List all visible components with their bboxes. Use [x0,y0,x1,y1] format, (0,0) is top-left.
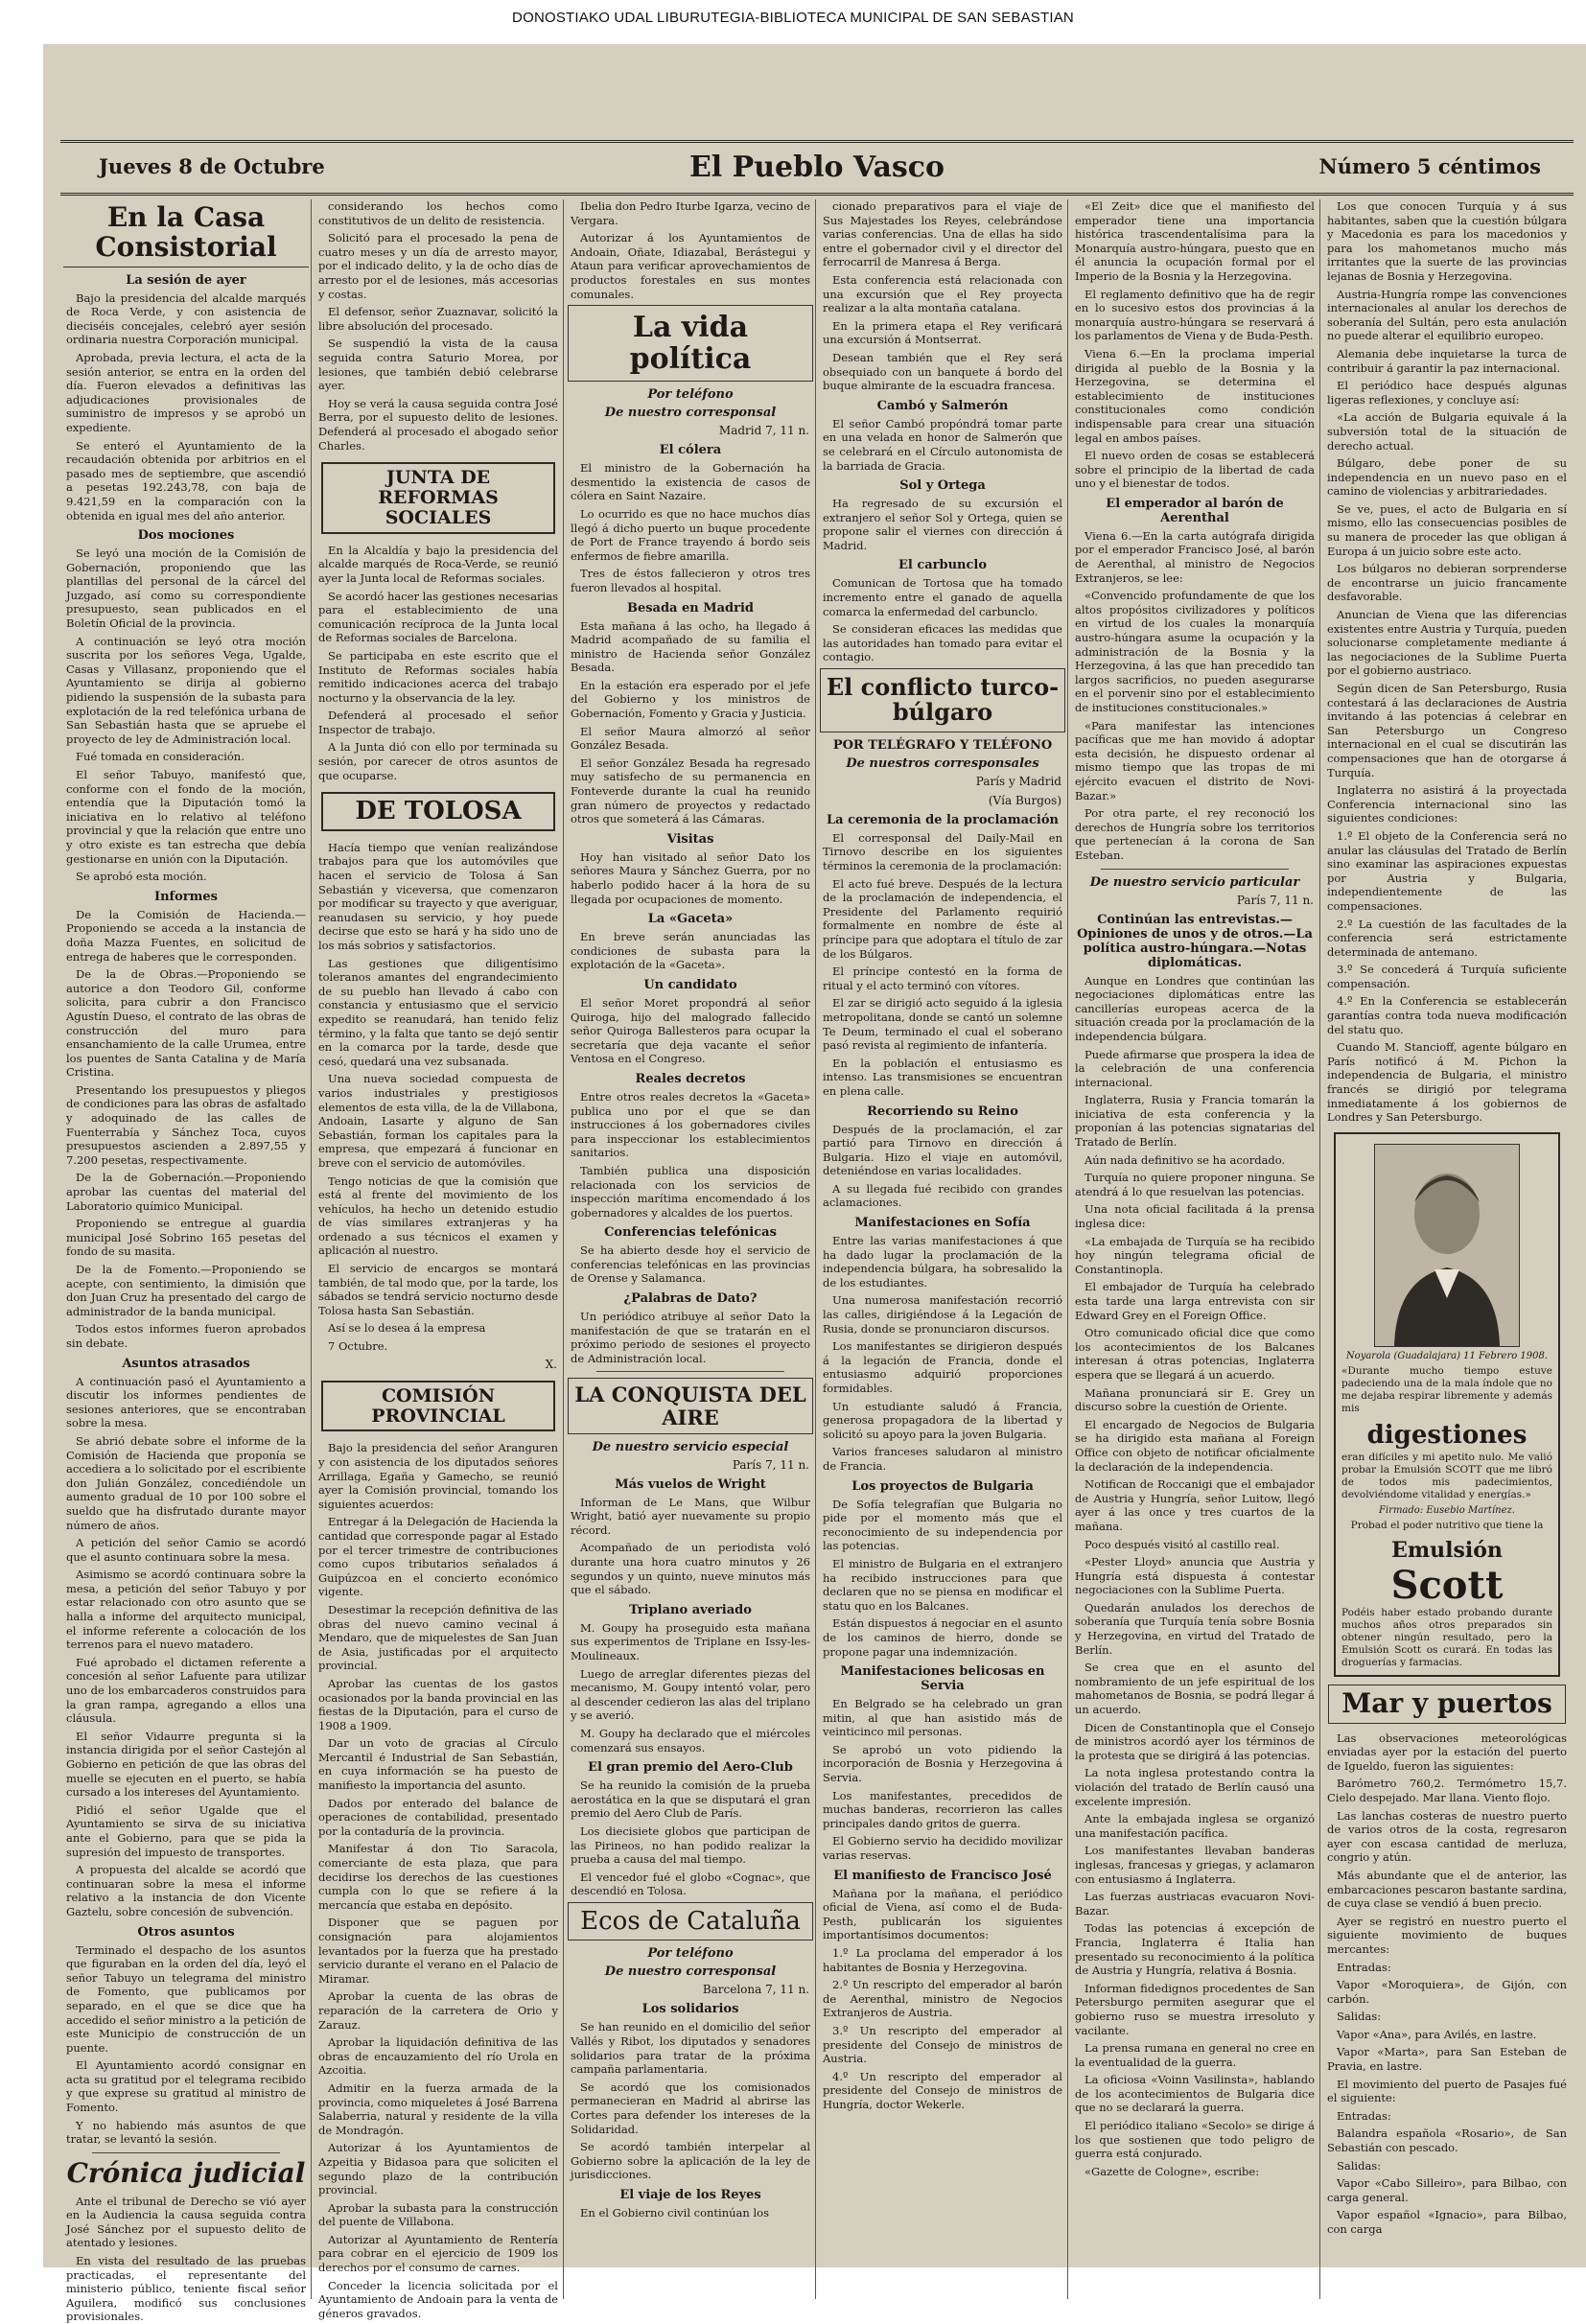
paragraph: Aún nada definitivo se ha acordado. [1085,1152,1286,1167]
paragraph: 3.º Un rescripto del emperador al presidente del Consejo de ministros de Austria. [823,2023,1062,2066]
scott-emulsion-advertisement [1334,1132,1560,1677]
subheading: El manifiesto de Francisco José [833,1868,1052,1883]
paragraph: Solicitó para el procesado la pena de cuatro meses y un día de arresto mayor, por el indicado delito, y la de ocho días de arresto por el de lesiones, más accesorias y costas. [318,231,558,301]
paragraph: En breve serán anunciadas las condiciones de subasta para la explotación de la «Gaceta». [571,930,810,972]
paragraph: Esta mañana á las ocho, ha llegado á Madrid acompañado de su familia el ministro de Hacienda señor González Besada. [571,618,810,675]
article-headline: En la Casa Consistorial [63,203,309,267]
paragraph: 2.º La cuestión de las facultades de la conferencia será estrictamente determinada de antemano. [1327,917,1567,959]
newspaper-title: El Pueblo Vasco [688,151,945,184]
column-rule [815,199,816,2299]
paragraph: Se suspendió la vista de la causa seguida contra Saturio Morea, por lesiones, que también debió celebrarse ayer. [318,337,558,393]
paragraph: Y no habiendo más asuntos de que tratar, se levantó la sesión. [66,2118,306,2147]
subheading: Cambó y Salmerón [876,398,1009,413]
paragraph: Un periódico atribuye al señor Dato la manifestación de que se tratarán en el próximo periodo de sesiones el proyecto de Administración local. [571,1310,810,1365]
paragraph: Hacía tiempo que venían realizándose trabajos para que los automóviles que hacen el servicio de Tolosa á San Sebastián y viceversa, que comenzaron por modificar su trayecto y que averiguar, reanudasen su servicio, y hoy puede decirse que esto se hará y ha sido uno de los más sobrios y satisfactorios. [318,840,558,953]
paragraph: Bajo la presidencia del señor Aranguren y con asistencia de los diputados señores Arrillaga, Egaña y Gamecho, se reunió ayer la Comisión provincial, tomando los siguientes acuerdos: [318,1441,558,1511]
paragraph: El Ayuntamiento acordó consignar en acta su gratitud por el telegrama recibido y que exprese su gratitud al ministro de Fomento. [66,2058,306,2115]
paragraph: El señor Tabuyo, manifestó que, conforme con el fondo de la moción, entendía que la Diputación tomó la iniciativa en lo relativo al teléfono provincial y que la relación que entre uno y otro existe es tan estrecha que debía gestionarse en unión con la Diputación. [66,768,306,866]
paragraph: Por otra parte, el rey reconoció los derechos de Hungría sobre los territorios que pertenecían á la corona de San Esteban. [1075,806,1315,862]
paragraph: Aunque en Londres que continúan las negociaciones diplomáticas entre las cancillerías europeas acerca de la situación creada por la proclamación de la independencia búlgara. [1075,973,1315,1043]
paragraph: En la población el entusiasmo es intenso. Las transmisiones se encuentran en plena calle. [823,1056,1062,1098]
paragraph: Turquía no quiere proponer ninguna. Se atendrá á lo que resuelvan las potencias. [1075,1171,1315,1198]
article-headline: Crónica judicial [66,2156,306,2189]
paragraph: Entradas: [1337,2108,1391,2123]
paragraph: Después de la proclamación, el zar partió para Tirnovo en dirección á Bulgaria. Hizo el viaje en automóvil, deteniéndose en varias localidades. [823,1122,1062,1178]
subheading: Asuntos atrasados [122,1356,250,1371]
subheading: Besada en Madrid [626,600,755,616]
byline: De nuestro servicio particular [1089,874,1300,890]
paragraph: El reglamento definitivo que ha de regir en lo sucesivo estos dos provincias á la monarquía austro-húngara se reservará á los parlamentos de Viena y de Buda-Pesth. [1075,287,1315,343]
paragraph: Entregar á la Delegación de Hacienda la cantidad que corresponde pagar al Estado por el tercer trimestre de contribuciones como cupos tributarios señalados á Guipúzcoa en el concierto económico vigente. [318,1515,558,1599]
subheading: El cólera [659,443,722,458]
paragraph: 1.º El objeto de la Conferencia será no anular las cláusulas del Tratado de Berlín sino examinar las aspiraciones expuestas por Austria y Bulgaria, independientemente de las compensaciones. [1327,828,1567,913]
paragraph: La oficiosa «Voinn Vasilinsta», hablando de los acontecimientos de Bulgaria dice que no se declarará la guerra. [1075,2073,1315,2115]
paragraph: A su llegada fué recibido con grandes aclamaciones. [823,1181,1062,1210]
paragraph: Entre las varias manifestaciones á que ha dado lugar la proclamación de la independencia búlgara, ha sobresalido la de los estudiantes. [823,1234,1062,1290]
paragraph: Una nota oficial facilitada á la prensa inglesa dice: [1075,1202,1315,1231]
article-headline: COMISIÓN PROVINCIAL [321,1381,555,1432]
paragraph: Se abrió debate sobre el informe de la Comisión de Hacienda que proponía se accediera a lo solicitado por el escribiente don Julián González, concediéndole un aumento gradual de 10 por 100 sobre el sueldo que ha disfrutado durante mayor número de años. [66,1433,306,1532]
paragraph: El encargado de Negocios de Bulgaria se ha dirigido esta mañana al Foreign Office con objeto de notificar oficialmente la declaración de la independencia. [1075,1417,1315,1474]
paragraph: Se consideran eficaces las medidas que las autoridades han tomado para evitar el contagio. [823,622,1062,664]
paragraph: Se leyó una moción de la Comisión de Gobernación, proponiendo que las plantillas del personal de la cárcel del Juzgado, así como su correspondiente presupuesto, sean publicados en el Boletín Oficial de la provincia. [66,546,306,631]
dateline: Madrid 7, 11 n. [718,424,809,438]
byline: POR TELÉGRAFO Y TELÉFONO [832,737,1053,753]
paragraph: El periódico italiano «Secolo» se dirige á los que sostienen que todo peligro de guerra está conjurado. [1075,2119,1315,2161]
subheading: Sol y Ortega [899,478,986,494]
subheading: ¿Palabras de Dato? [623,1291,758,1307]
subheading: El viaje de los Reyes [619,2188,761,2202]
subheading: Dos mociones [137,528,235,544]
paragraph: De la de Fomento.—Proponiendo se acepte, con sentimiento, la dimisión que don Juan Cruz ha presentado del cargo de administrador de la banda municipal. [66,1263,306,1318]
subheading: La «Gaceta» [647,912,734,927]
ad-keyword: digestiones [1366,1420,1528,1450]
divider [596,1371,784,1372]
subheading: Visitas [666,831,714,847]
paragraph: El señor Vidaurre pregunta si la instancia dirigida por el señor Castejón al Gobierno en petición de que las obras del muelle se ejecuten en el puerto, se había cursado a los intereses del Ayuntamiento. [66,1729,306,1800]
paragraph: En la Alcaldía y bajo la presidencia del alcalde marqués de Roca-Verde, se reunió ayer la Junta local de Reformas sociales. [318,543,558,585]
paragraph: Los manifestantes, precedidos de muchas banderas, recorrieron las calles principales dando gritos de guerra. [823,1788,1062,1830]
subheading: Informes [154,889,218,904]
dateline: Barcelona 7, 11 n. [702,1983,809,1997]
subheading: Recorriendo su Reino [867,1104,1018,1119]
subheading: Conferencias telefónicas [604,1225,777,1241]
paragraph: Vapor «Cabo Silleiro», para Bilbao, con carga general. [1327,2176,1567,2204]
paragraph: Balandra española «Rosario», de San Sebastián con pescado. [1327,2126,1567,2155]
paragraph: El señor Cambó propóndrá tomar parte en una velada en honor de Salmerón que se celebrará en el Círculo autonomista de la barriada de Gracia. [823,416,1062,473]
paragraph: Vapor español «Ignacio», para Bilbao, con carga [1327,2208,1567,2237]
paragraph: Las fuerzas austriacas evacuaron Novi-Bazar. [1075,1890,1315,1917]
column-rule [311,199,312,2299]
library-banner: DONOSTIAKO UDAL LIBURUTEGIA-BIBLIOTECA MUNICIPAL DE SAN SEBASTIAN [0,0,1586,36]
paragraph: «Gazette de Cologne», escribe: [1085,2164,1260,2178]
column-6 [1324,199,1570,2299]
subheading: Triplano averiado [629,1602,752,1617]
paragraph: Aprobar la subasta para la construcción del puente de Villabona. [318,2200,558,2229]
article-headline: El conflicto turco-búlgaro [820,668,1065,732]
masthead [60,140,1574,196]
paragraph: La nota inglesa protestando contra la violación del tratado de Berlín causó una excelente impresión. [1075,1766,1315,1808]
column-1 [63,199,309,2324]
byline: De nuestro servicio especial [592,1439,789,1454]
paragraph: El defensor, señor Zuaznavar, solicitó la libre absolución del procesado. [318,305,558,333]
subheading: Los proyectos de Bulgaria [851,1478,1034,1494]
paragraph: Viena 6.—En la proclama imperial dirigida al pueblo de la Bosnia y la Herzegovina, se determina el establecimiento de instituciones constitucionales como condición indispensable para crear una situación legal en ambos países. [1075,346,1315,445]
paragraph: A continuación se leyó otra moción suscrita por los señores Vega, Ugalde, Casas y Villasanz, proponiendo que el Ayuntamiento se dirija al gobierno pidiendo la suspensión de la subasta para explotación de la red telefónica urbana de San Sebastián hasta que se apruebe el proyecto de ley de Administración local. [66,634,306,746]
paragraph: Conceder la licencia solicitada por el Ayuntamiento de Andoain para la venta de géneros gravados. [318,2278,558,2320]
paragraph: Tengo noticias de que la comisión que está al frente del movimiento de los vehículos, ha hecho un detenido estudio de vías similares extranjeras y ha ordenado a sus técnicos el examen y aplicación al nuestro. [318,1174,558,1258]
byline: De nuestro corresponsal [604,1964,777,1980]
ad-testimonial: eran difíciles y mi apetito nulo. Me valió probar la Emulsión SCOTT que me libró de todos mis padecimientos, devolviéndome vitalidad y energías.» [1341,1451,1552,1500]
paragraph: Informan de Le Mans, que Wilbur Wright, batió ayer nuevamente su propio récord. [571,1495,810,1537]
paragraph: Comunican de Tortosa que ha tomado incremento entre el ganado de aquella comarca la enfermedad del carbunclo. [823,576,1062,618]
paragraph: Los manifestantes llevaban banderas inglesas, francesas y griegas, y aclamaron con entusiasmo á Inglaterra. [1075,1844,1315,1886]
paragraph: 4.º En la Conferencia se establecerán garantías contra toda nueva modificación del statu quo. [1327,994,1567,1036]
paragraph: Hoy se verá la causa seguida contra José Berra, por el supuesto delito de lesiones. Defenderá al procesado el abogado señor Charles. [318,396,558,453]
paragraph: Autorizar á los Ayuntamientos de Azpeitia y Bidasoa para que soliciten el segundo plazo de la contribución provincial. [318,2141,558,2197]
paragraph: Un estudiante saludó á Francia, generosa propagadora de la libertad y solicitó su apoyo para la joven Bulgaria. [823,1399,1062,1441]
paragraph: Aprobada, previa lectura, el acta de la sesión anterior, se entra en la orden del día. Fueron elevados a definitivas las adjudicaciones provisionales de suministro de impresos y se aprobó un expediente. [66,350,306,434]
paragraph: Barómetro 760,2. Termómetro 15,7. Cielo despejado. Mar llana. Viento flojo. [1327,1777,1567,1804]
byline: Por teléfono [647,387,734,403]
paragraph: Esta conferencia está relacionada con una excursión que el Rey proyecta realizar a la alta montaña catalana. [823,272,1062,315]
issue-price: Número 5 céntimos [1318,154,1541,178]
subheading: El gran premio del Aero-Club [588,1760,793,1776]
paragraph: Según dicen de San Petersburgo, Rusia contestará á las declaraciones de Austria invitando á las potencias á celebrar en San Petersburgo un Congreso internacional en el cual se discutirán las compensaciones que han de otorgarse á Turquía. [1327,682,1567,779]
paragraph: Los manifestantes se dirigieron después á la legación de Francia, donde el entusiasmo adquirió proporciones formidables. [823,1339,1062,1395]
paragraph: Desean también que el Rey será obsequiado con un banquete á bordo del buque almirante de la escuadra francesa. [823,350,1062,393]
ad-signature: Firmado: Eusebio Martínez. [1379,1504,1515,1516]
paragraph: Los que conocen Turquía y á sus habitantes, saben que la cuestión búlgara y Macedonia es para los macedonios y para los mahometanos mucho más irritantes que la suerte de las provincias lejanas de Bosnia y Herzegovina. [1327,199,1567,283]
subheading: Un candidato [643,977,737,992]
paragraph: Vapor «Moroquiera», de Gijón, con carbón. [1327,1978,1567,2006]
byline: Por teléfono [647,1946,734,1962]
subheading: Continúan las entrevistas.—Opiniones de unos y de otros.—La política austro-húngara.—Notas diplomáticas. [1077,912,1313,970]
paragraph: Admitir en la fuerza armada de la provincia, como miqueletes á José Barrena Salaberria, natural y residente de la villa de Mondragón. [318,2080,558,2137]
paragraph: El príncipe contestó en la forma de ritual y el acto terminó con vítores. [823,964,1062,992]
paragraph: De Sofía telegrafían que Bulgaria no pide por el momento más que el reconocimiento de su independencia por las potencias. [823,1497,1062,1553]
byline: De nuestro corresponsal [604,406,777,421]
article-headline: Ecos de Cataluña [568,1902,813,1941]
testimonial-portrait [1374,1144,1520,1347]
byline: De nuestros corresponsales [846,755,1039,771]
subheading: Manifestaciones belicosas en Servia [840,1664,1045,1694]
paragraph: El señor Maura almorzó al señor González Besada. [571,724,810,753]
paragraph: Asimismo se acordó continuara sobre la mesa, a petición del señor Tabuyo y por estar relacionado con otro asunto que se halla a informe del arquitecto municipal, el informe referente a colocación de los terrenos para el nuevo matadero. [66,1568,306,1652]
paragraph: Entradas: [1337,1960,1391,1974]
paragraph: El periódico hace después algunas ligeras reflexiones, y concluye así: [1327,379,1567,407]
paragraph: A continuación pasó el Ayuntamiento a discutir los informes pendientes de sesiones anteriores, que se encontraban sobre la mesa. [66,1374,306,1430]
paragraph: Están dispuestos á negociar en el asunto de los caminos de hierro, donde se propone pagar una indemnización. [823,1616,1062,1659]
paragraph: Una nueva sociedad compuesta de varios industriales y prestigiosos elementos de esta villa, de la de Villabona, Andoain, Lasarte y alguno de San Sebastián, forman los capitales para la empresa, que empezará á funcionar en breve con el servicio de automóviles. [318,1072,558,1170]
paragraph: Autorizar al Ayuntamiento de Rentería para cobrar en el ejercicio de 1909 los derechos por el consumo de carnes. [318,2232,558,2275]
paragraph: Poco después visitó al castillo real. [1085,1537,1280,1551]
paragraph: Entre otros reales decretos la «Gaceta» publica uno por el que se dan instrucciones á los gobernadores civiles para inspeccionar los establecimientos sanitarios. [571,1089,810,1160]
paragraph: Aprobar la liquidación definitiva de las obras de encauzamiento del río Urola en Azcoitia. [318,2035,558,2078]
divider [1101,869,1289,870]
paragraph: Se enteró el Ayuntamiento de la recaudación obtenida por arbitrios en el pasado mes de septiembre, que ascendió a pesetas 192.243,78, con baja de 9.421,59 en la comparación con la obtenida en igual mes del año anterior. [66,438,306,523]
paragraph: El ministro de la Gobernación ha desmentido la existencia de casos de cólera en Saint Nazaire. [571,461,810,503]
paragraph: Lo ocurrido es que no hace muchos días llegó á dicho puerto un buque procedente de Port de France trayendo á bordo seis enfermos de fiebre amarilla. [571,506,810,563]
column-rule [563,199,564,2299]
paragraph: Defenderá al procesado el señor Inspector de trabajo. [318,709,558,736]
paragraph: M. Goupy ha declarado que el miércoles comenzará sus ensayos. [571,1726,810,1755]
paragraph: 3.º Se concederá á Turquía suficiente compensación. [1327,963,1567,990]
dateline: París 7, 11 n. [1236,893,1314,907]
paragraph: Otro comunicado oficial dice que como los acontecimientos de los Balcanes interesan á otras potencias, Inglaterra espera que se llegará á un acuerdo. [1075,1326,1315,1382]
paragraph: 2.º Un rescripto del emperador al barón de Aerenthal, ministro de Negocios Extranjeros de Austria. [823,1978,1062,2020]
paragraph: «Pester Lloyd» anuncia que Austria y Hungría está dispuesta á contestar negociaciones con la Sublime Puerta. [1075,1555,1315,1597]
subheading: La ceremonia de la proclamación [827,812,1059,827]
paragraph: Ayer se registró en nuestro puerto el siguiente movimiento de buques mercantes: [1327,1914,1567,1956]
portrait-illustration [1375,1145,1519,1346]
ad-product-name: Emulsión [1391,1537,1503,1563]
paragraph: Los diecisiete globos que participan de las Pirineos, no han podido realizar la prueba a causa del mal tiempo. [571,1824,810,1867]
dateline: París 7, 11 n. [732,1457,809,1472]
paragraph: De la Comisión de Hacienda.—Proponiendo se acceda a la instancia de doña Mazza Fuentes, en solicitud de entrega de haberes que le corresponden. [66,907,306,964]
column-4 [820,199,1065,2299]
paragraph: Puede afirmarse que prospera la idea de la celebración de una conferencia internacional. [1075,1047,1315,1089]
signature: X. [545,1357,557,1371]
paragraph: Notifican de Roccanigi que el embajador de Austria y Hungría, señor Luitow, llegó ayer á las once y tres cuartos de la mañana. [1075,1477,1315,1533]
column-2 [315,199,561,2320]
paragraph: El vencedor fué el globo «Cognac», que descendió en Tolosa. [571,1870,810,1898]
paragraph: Se ha abierto desde hoy el servicio de conferencias telefónicas en las provincias de Orense y Salamanca. [571,1243,810,1286]
paragraph: Fué tomada en consideración. [76,750,245,764]
paragraph: Así se lo desea á la empresa [328,1321,486,1336]
paragraph: El nuevo orden de cosas se establecerá sobre el principio de la libertad de cada uno y el bienestar de todos. [1075,449,1315,491]
paragraph: El acto fué breve. Después de la lectura de la proclamación de independencia, el Presidente del Parlamento requirió formalmente en nombre de éste al príncipe para que adoptara el título de zar de los Búlgaros. [823,876,1062,961]
paragraph: Salidas: [1337,2158,1382,2173]
article-headline: Mar y puertos [1328,1685,1566,1724]
paragraph: El servicio de encargos se montará también, de tal modo que, por la tarde, los sábados se tendrá servicio nocturno desde Tolosa hasta San Sebastián. [318,1262,558,1317]
paragraph: M. Goupy ha proseguido esta mañana sus experimentos de Triplane en Issy-les-Moulineaux. [571,1620,810,1662]
paragraph: Búlgaro, debe poner de su independencia en un nuevo paso en el camino de violencias y arbitrariedades. [1327,456,1567,499]
column-rule [1319,199,1320,2299]
paragraph: El señor González Besada ha regresado muy satisfecho de su permanencia en Fonteverde durante la cual ha reunido gran número de proyectos y redactado otros que someterá á las Cámaras. [571,755,810,826]
paragraph: Luego de arreglar diferentes piezas del mecanismo, M. Goupy intentó volar, pero al descender cedieron las alas del triplano y se averió. [571,1666,810,1723]
paragraph: Ibelia don Pedro Iturbe Igarza, vecino de Vergara. [571,199,810,227]
paragraph: Inglaterra no asistirá á la proyectada Conferencia internacional sino las siguientes condiciones: [1327,783,1567,825]
paragraph: Se aprobó esta moción. [76,870,207,884]
paragraph: El señor Moret propondrá al señor Quiroga, hijo del malogrado fallecido señor Quiroga Ballesteros para ocupar la secretaría que deja vacante el señor Ventosa en el Congreso. [571,995,810,1066]
ad-caption: Noyarola (Guadalajara) 11 Febrero 1908. [1345,1350,1549,1361]
paragraph: El Gobierno servio ha decidido movilizar varias reservas. [823,1834,1062,1863]
paragraph: Hoy han visitado al señor Dato los señores Maura y Sánchez Guerra, por no haberlo podido hacer á la hora de su llegada por ocupaciones de momento. [571,849,810,906]
paragraph: «Para manifestar las intenciones pacíficas que me han movido á adoptar esta decisión, he dispuesto ordenar al mismo tiempo que las tropas de mi ejército evacuen el distrito de Novi-Bazar.» [1075,718,1315,802]
subheading: Más vuelos de Wright [615,1476,766,1492]
article-headline: DE TOLOSA [321,792,555,831]
subheading: Los solidarios [641,2002,739,2017]
paragraph: «Convencido profundamente de que los altos propósitos civilizadores y políticos en virtud de los cuales la monarquía austro-húngara asume la ocupación y la administración de la Bosnia y la Herzegovina, á las que han precedido tan largos sacrificios, no pueden asegurarse en el porvenir sino por el establecimiento de instituciones constitucionales.» [1075,589,1315,714]
paragraph: El embajador de Turquía ha celebrado esta tarde una larga entrevista con sir Edward Grey en el Foreign Office. [1075,1280,1315,1322]
paragraph: Se acordó también interpelar al Gobierno sobre la aplicación de la ley de jurisdicciones. [571,2140,810,2182]
column-5 [1072,199,1318,2299]
subheading: Reales decretos [635,1071,746,1086]
paragraph: Dicen de Constantinopla que el Consejo de ministros acordó ayer los términos de la protesta que se dirigirá á las potencias. [1075,1720,1315,1762]
paragraph: Quedarán anulados los derechos de soberanía que Turquía tenía sobre Bosnia y Herzegovina, en virtud del Tratado de Berlín. [1075,1600,1315,1657]
paragraph: Se ha reunido la comisión de la prueba aerostática en la que se disputará el gran premio del Aero Club de París. [571,1778,810,1821]
dateline: París y Madrid [975,774,1061,788]
paragraph: Acompañado de un periodista voló durante una hora cuatro minutos y 26 segundos y un quinto, nueve minutos más que el sábado. [571,1541,810,1597]
paragraph: Las observaciones meteorológicas enviadas ayer por la estación del puerto de Igueldo, fueron las siguientes: [1327,1731,1567,1773]
paragraph: Terminado el despacho de los asuntos que figuraban en la orden del día, leyó el señor Tabuyo un telegrama del ministro de Fomento, que publicamos por separado, en el que se dice que ha accedido el señor ministro a la petición de este Municipio de construcción de un puente. [66,1942,306,2055]
ad-product-brand: Scott [1390,1562,1504,1608]
paragraph: «La acción de Bulgaria equivale á la subversión total de la situación de derecho actual. [1327,410,1567,453]
column-rule [1067,199,1068,2299]
paragraph: Se aprobó un voto pidiendo la incorporación de Bosnia y Herzegovina á Servia. [823,1742,1062,1785]
paragraph: En Belgrado se ha celebrado un gran mitin, al que han asistido más de veinticinco mil personas. [823,1697,1062,1739]
paragraph: Bajo la presidencia del alcalde marqués de Roca Verde, y con asistencia de dieciséis concejales, celebró ayer sesión ordinaria nuestra Corporación municipal. [66,290,306,347]
ad-testimonial: «Durante mucho tiempo estuve padeciendo una de la mala índole que no me dejaba respirar libremente y además mis [1341,1364,1552,1414]
subheading: La sesión de ayer [126,272,246,288]
paragraph: Se acordó que los comisionados permanecieran en Madrid al abrirse las Cortes para defender los intereses de la Solidaridad. [571,2080,810,2136]
paragraph: Anuncian de Viena que las diferencias existentes entre Austria y Turquía, pueden solucionarse completamente mediante á las negociaciones de la Sublime Puerta por el gobierno austriaco. [1327,608,1567,678]
article-headline: JUNTA DE REFORMAS SOCIALES [321,462,555,534]
subheading: El carbunclo [898,558,988,573]
paragraph: Fué aprobado el dictamen referente a concesión al señor Lafuente para utilizar uno de los embarcaderos construidos para la gran rampa, agregando a ellos una cláusula. [66,1655,306,1726]
subheading: El emperador al barón de Aerenthal [1106,496,1284,525]
paragraph: Las lanchas costeras de nuestro puerto de varios otros de la costa, regresaron ayer con escasa cantidad de merluza, congrio y atún. [1327,1808,1567,1865]
paragraph: Autorizar á los Ayuntamientos de Andoain, Oñate, Idiazabal, Berástegui y Ataun para verificar aprovechamientos de productos forestales en sus montes comunales. [571,231,810,301]
paragraph: Todas las potencias á excepción de Francia, Inglaterra é Italia han presentado su reconocimiento á la política de Austria y Hungría, relativa á Bosnia. [1075,1921,1315,1978]
paragraph: «El Zeit» dice que el manifiesto del emperador tiene una importancia histórica trascendentalísima para la Monarquía austro-húngara, puesto que en él anuncia la ocupación formal por el Imperio de la Bosnia y la Herzegovina. [1075,199,1315,283]
paragraph: En la primera etapa el Rey verificará una excursión á Montserrat. [823,318,1062,347]
paragraph: La prensa rumana en general no cree en la eventualidad de la guerra. [1075,2041,1315,2069]
paragraph: Disponer que se paguen por consignación para alojamientos levantados por la fuerza que ha prestado servicio durante el verano en el Palacio de Miramar. [318,1916,558,1986]
paragraph: Vapor «Marta», para San Esteban de Pravia, en lastre. [1327,2045,1567,2074]
paragraph: Dados por enterado del balance de operaciones de contabilidad, presentado por la contaduría de la provincia. [318,1796,558,1838]
paragraph: También publica una disposición relacionada con los servicios de inspección marítima encomendado á los gobernadores y alcaldes de los puertos. [571,1163,810,1220]
paragraph: Tres de éstos fallecieron y otros tres fueron llevados al hospital. [571,567,810,594]
paragraph: Se ve, pues, el acto de Bulgaria en sí mismo, ello las consecuencias posibles de su manera de proceder las que obligan á Europa á un juicio sobre este acto. [1327,501,1567,558]
paragraph: Mañana pronunciará sir E. Grey un discurso sobre la cuestión de Oriente. [1075,1385,1315,1414]
paragraph: El movimiento del puerto de Pasajes fué el siguiente: [1327,2077,1567,2105]
paragraph: Ha regresado de su excursión el extranjero el señor Sol y Ortega, quien se propone salir el viernes con dirección á Madrid. [823,497,1062,552]
paragraph: A la Junta dió con ello por terminada su sesión, por carecer de otros asuntos de que ocuparse. [318,740,558,782]
article-headline: LA CONQUISTA DEL AIRE [568,1378,813,1433]
paragraph: Manifestar á don Tio Saracola, comerciante de esta plaza, que para decidirse los derechos de las cuestiones cumpla con lo que se refiere á la mercancía que estaba en depósito. [318,1842,558,1912]
paragraph: Cuando M. Stancioff, agente búlgaro en París notificó á M. Pichon la independencia de Bulgaria, el ministro francés se dirigió por telegrama inmediatamente á los gobiernos de Londres y San Petersburgo. [1327,1040,1567,1125]
paragraph: Salidas: [1337,2010,1382,2024]
paragraph: El zar se dirigió acto seguido á la iglesia metropolitana, donde se cantó un solemne Te Deum, terminado el cual el soberano pasó revista al regimiento de infantería. [823,996,1062,1053]
paragraph: El corresponsal del Daily-Mail en Tirnovo describe en los siguientes términos la ceremonia de la proclamación: [823,830,1062,872]
paragraph: Los búlgaros no debieran sorprenderse de encontrarse un juicio francamente desfavorable. [1327,562,1567,604]
paragraph: 1.º La proclama del emperador á los habitantes de Bosnia y Herzegovina. [823,1946,1062,1974]
paragraph: Inglaterra, Rusia y Francia tomarán la iniciativa de esta conferencia y la proponían á las potencias signatarias del Tratado de Berlín. [1075,1093,1315,1150]
paragraph: Viena 6.—En la carta autógrafa dirigida por el emperador Francisco José, al barón de Aerenthal, al ministro de Negocios Extranjeros, se lee: [1075,528,1315,585]
paragraph: En la estación era esperado por el jefe del Gobierno y los ministros de Gobernación, Fomento y Gracia y Justicia. [571,678,810,721]
article-headline: La vida política [568,305,813,382]
paragraph: «La embajada de Turquía se ha recibido hoy ningún telegrama oficial de Constantinopla. [1075,1234,1315,1276]
paragraph: Se crea que en el asunto del nombramiento de un jefe espiritual de los mahometanos de Bosnia, se podrá llegar á un acuerdo. [1075,1661,1315,1717]
issue-date: Jueves 8 de Octubre [99,154,325,178]
paragraph: A propuesta del alcalde se acordó que continuaran sobre la mesa el informe relativo a la instancia de don Vicente Gaztelu, sobre concesión de subvención. [66,1863,306,1918]
paragraph: Se acordó hacer las gestiones necesarias para el establecimiento de una comunicación recíproca de la Junta local de Reformas sociales de Barcelona. [318,589,558,645]
paragraph: Presentando los presupuestos y pliegos de condiciones para las obras de asfaltado y adoquinado de las calles de Fuenterrabía y Sánchez Toca, cuyos presupuestos ascienden a 2.897,55 y 7.200 pesetas, respectivamente. [66,1082,306,1167]
divider [92,2152,280,2153]
paragraph: Dar un voto de gracias al Círculo Mercantil é Industrial de San Sebastián, en cuya información se ha puesto de manifiesto la importancia del asunto. [318,1736,558,1793]
paragraph: Alemania debe inquietarse la turca de contribuir á garantir la paz internacional. [1327,346,1567,375]
paragraph: Austria-Hungría rompe las convenciones internacionales al anular los derechos de soberanía del Sultán, pero esta anulación no puede alterar el equilibrio europeo. [1327,287,1567,343]
paragraph: Varios franceses saludaron al ministro de Francia. [823,1445,1062,1473]
ad-tagline: Probad el poder nutritivo que tiene la [1350,1519,1544,1531]
paragraph: A petición del señor Camio se acordó que el asunto continuara sobre la mesa. [66,1536,306,1564]
paragraph: Todos estos informes fueron aprobados sin debate. [66,1322,306,1350]
column-3 [568,199,813,2299]
paragraph: Una numerosa manifestación recorrió las calles, dirigiéndose á la Legación de Rusia, donde se pronunciaron discursos. [823,1293,1062,1336]
subheading: Otros asuntos [137,1924,235,1940]
paragraph: considerando los hechos como constitutivos de un delito de resistencia. [318,199,558,227]
paragraph: Aprobar las cuentas de los gastos ocasionados por la banda provincial en las fiestas de la Diputación, para el curso de 1908 a 1909. [318,1676,558,1732]
paragraph: De la de Gobernación.—Proponiendo aprobar las cuentas del material del Laboratorio químico Municipal. [66,1171,306,1213]
dateline: 7 Octubre. [328,1339,388,1354]
paragraph: En vista del resultado de las pruebas practicadas, el representante del ministerio público, teniente fiscal señor Aguilera, modificó sus conclusiones provisionales. [66,2254,306,2324]
paragraph: Vapor «Ana», para Avilés, en lastre. [1337,2027,1537,2041]
paragraph: cionado preparativos para el viaje de Sus Majestades los Reyes, celebrándose varias conferencias. Una de ellas ha sido entre el gobernador civil y el director del ferrocarril de Manresa á Berga. [823,199,1062,269]
paragraph: Mañana por la mañana, el periódico oficial de Viena, así como el de Buda-Pesth, publicarán los siguientes importantísimos documentos: [823,1886,1062,1942]
paragraph: Más abundante que el de anterior, las embarcaciones pescaron bastante sardina, de cuya clase se vendió á buen precio. [1327,1868,1567,1911]
paragraph: El ministro de Bulgaria en el extranjero ha recibido instrucciones para que declaren que no se piensa en modificar el statu quo en los Balcanes. [823,1556,1062,1613]
paragraph: Informan fidedignos procedentes de San Petersburgo permiten asegurar que el gobierno ruso se muestra irresoluto y vacilante. [1075,1981,1315,2037]
paragraph: 4.º Un rescripto del emperador al presidente del Consejo de ministros de Hungría, doctor Wekerle. [823,2069,1062,2111]
dateline: (Vía Burgos) [988,793,1061,807]
paragraph: De la de Obras.—Proponiendo se autorice a don Teodoro Gil, conforme solicita, para cubrir a don Francisco Agustín Dueso, el contrato de las obras de construcción del muro para ensanchamiento de la calle Urumea, entre los puentes de Santa Catalina y de María Cristina. [66,967,306,1080]
paragraph: Se participaba en este escrito que el Instituto de Reformas sociales había remitido indicaciones acerca del trabajo nocturno y la observancia de la ley. [318,648,558,705]
paragraph: En el Gobierno civil continúan los [580,2206,769,2219]
paragraph: Se han reunido en el domicilio del señor Vallés y Ribot, los diputados y senadores solidarios para tratar de la próxima campaña parlamentaria. [571,2020,810,2077]
paragraph: Las gestiones que diligentísimo toleranos amantes del engrandecimiento de su pueblo han llevado á cabo con constancia y entusiasmo que el servicio expedito se reanudará, han tenido feliz término, y la falta que tanto se dejó sentir en la comarca por la tarde, desde que cesó, quedará una vez subsanada. [318,956,558,1068]
paragraph: Pidió el señor Ugalde que el Ayuntamiento se sirva de su iniciativa ante el Gobierno, para que se pida la supresión del impuesto de transportes. [66,1802,306,1859]
paragraph: Proponiendo se entregue al guardia municipal José Sobrino 165 pesetas del fondo de su masita. [66,1217,306,1259]
paragraph: Desestimar la recepción definitiva de las obras del nuevo camino vecinal á Mendaro, que de miquelestes de San Juan de Asia, justificadas por el arquitecto provincial. [318,1602,558,1673]
paragraph: Ante la embajada inglesa se organizó una manifestación pacífica. [1075,1812,1315,1840]
subheading: Manifestaciones en Sofía [854,1216,1031,1231]
ad-body-text: Podéis haber estado probando durante muchos años otros preparados sin obtener ningún resultado, pero la Emulsión Scott os curará. En todas las droguerías y farmacias. [1341,1606,1552,1668]
paragraph: Aprobar la cuenta de las obras de reparación de la carretera de Orio y Zarauz. [318,1989,558,2032]
paragraph: Ante el tribunal de Derecho se vió ayer en la Audiencia la causa seguida contra José Sánchez por el supuesto delito de atentado y lesiones. [66,2194,306,2250]
